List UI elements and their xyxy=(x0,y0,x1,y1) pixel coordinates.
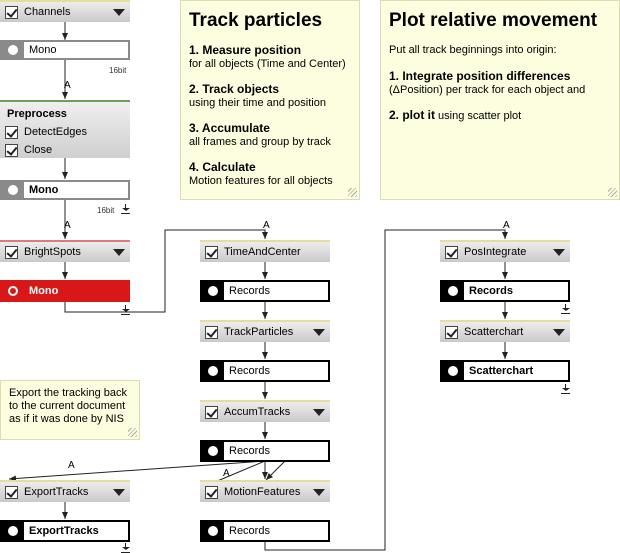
detect-edges-row[interactable] xyxy=(0,123,130,141)
chevron-down-icon[interactable] xyxy=(313,409,325,416)
timeandcenter-checkbox[interactable] xyxy=(205,246,218,259)
records-port-label: Records xyxy=(229,365,270,377)
mono-port-2[interactable] xyxy=(0,180,130,200)
a-label: A xyxy=(223,468,230,479)
note-intro: Put all track beginnings into origin: xyxy=(389,44,557,56)
trackparticles-node[interactable] xyxy=(200,320,330,342)
preprocess-title-row xyxy=(0,105,130,123)
records-port-2[interactable] xyxy=(200,360,330,382)
port-circle-icon xyxy=(2,42,24,58)
mono-port-1[interactable] xyxy=(0,40,130,60)
chevron-down-icon[interactable] xyxy=(313,489,325,496)
preprocess-title: Preprocess xyxy=(7,108,67,120)
brightspots-node[interactable] xyxy=(0,240,130,262)
records-port-3[interactable] xyxy=(200,440,330,462)
records-port-label: Records xyxy=(229,445,270,457)
mono-port-label: Mono xyxy=(29,44,57,56)
records-port-label: Records xyxy=(469,285,514,297)
accumtracks-checkbox[interactable] xyxy=(205,406,218,419)
note-step: 1. Measure position for all objects (Time and Center) xyxy=(189,43,346,70)
chevron-down-icon[interactable] xyxy=(313,329,325,336)
trackparticles-checkbox[interactable] xyxy=(205,326,218,339)
note-step: 3. Accumulate all frames and group by track xyxy=(189,121,331,148)
port-circle-icon xyxy=(2,282,24,300)
close-label: Close xyxy=(24,144,53,156)
exporttracks-node[interactable] xyxy=(0,480,130,502)
mono-port-label: Mono xyxy=(29,184,59,196)
a-label: A xyxy=(64,80,71,91)
bit-depth-label: 16bit xyxy=(97,206,115,215)
chevron-down-icon[interactable] xyxy=(113,9,125,16)
note-title: Track particles xyxy=(189,10,323,31)
brightspots-checkbox[interactable] xyxy=(5,246,18,259)
resize-grip-icon[interactable] xyxy=(608,188,617,197)
scatterchart-node[interactable] xyxy=(440,320,570,342)
timeandcenter-label: TimeAndCenter xyxy=(224,246,301,258)
mono-port-label: Mono xyxy=(29,285,59,297)
close-row[interactable] xyxy=(0,141,130,159)
chevron-down-icon[interactable] xyxy=(113,489,125,496)
port-circle-icon xyxy=(202,442,224,460)
scatterchart-port-label: Scatterchart xyxy=(469,365,534,377)
export-note xyxy=(0,380,140,440)
records-port-1[interactable] xyxy=(200,280,330,302)
exporttracks-port[interactable] xyxy=(0,520,130,542)
track-particles-note xyxy=(180,0,360,200)
plot-movement-note xyxy=(380,0,620,200)
motionfeatures-label: MotionFeatures xyxy=(224,486,301,498)
resize-grip-icon[interactable] xyxy=(348,188,357,197)
posintegrate-checkbox[interactable] xyxy=(445,246,458,259)
chevron-down-icon[interactable] xyxy=(553,329,565,336)
posintegrate-label: PosIntegrate xyxy=(464,246,527,258)
motionfeatures-node[interactable] xyxy=(200,480,330,502)
a-label: A xyxy=(64,220,71,231)
export-note-text: Export the tracking back to the current document as if it was done by NIS xyxy=(9,387,128,425)
mono-port-3[interactable] xyxy=(0,280,130,302)
bit-depth-label: 16bit xyxy=(109,66,127,75)
channels-checkbox[interactable] xyxy=(5,6,18,19)
a-label: A xyxy=(263,220,270,231)
records-port-label: Records xyxy=(229,525,270,537)
posintegrate-node[interactable] xyxy=(440,240,570,262)
scatterchart-checkbox[interactable] xyxy=(445,326,458,339)
brightspots-label: BrightSpots xyxy=(24,246,81,258)
port-circle-icon xyxy=(442,362,464,380)
a-label: A xyxy=(68,460,75,471)
exporttracks-checkbox[interactable] xyxy=(5,486,18,499)
scatterchart-label: Scatterchart xyxy=(464,326,524,338)
close-checkbox[interactable] xyxy=(5,144,18,157)
port-circle-icon xyxy=(202,282,224,300)
note-step: 2. plot it using scatter plot xyxy=(389,108,522,122)
note-step: 2. Track objects using their time and position xyxy=(189,82,326,109)
chevron-down-icon[interactable] xyxy=(553,249,565,256)
resize-grip-icon[interactable] xyxy=(128,428,137,437)
detect-edges-checkbox[interactable] xyxy=(5,126,18,139)
note-title: Plot relative movement xyxy=(389,10,598,31)
records-port-pos[interactable] xyxy=(440,280,570,302)
detect-edges-label: DetectEdges xyxy=(24,126,87,138)
accumtracks-node[interactable] xyxy=(200,400,330,422)
channels-label: Channels xyxy=(24,6,71,18)
exporttracks-port-label: ExportTracks xyxy=(29,525,99,537)
exporttracks-label: ExportTracks xyxy=(24,486,89,498)
channels-node[interactable] xyxy=(0,0,130,22)
records-port-label: Records xyxy=(229,285,270,297)
port-circle-icon xyxy=(442,282,464,300)
chevron-down-icon[interactable] xyxy=(113,249,125,256)
preprocess-node[interactable] xyxy=(0,100,130,158)
motionfeatures-checkbox[interactable] xyxy=(205,486,218,499)
download-icon[interactable] xyxy=(121,543,130,553)
port-circle-icon xyxy=(2,522,24,540)
note-step: 1. Integrate position differences (ΔPosition) per track for each object and xyxy=(389,69,586,96)
records-port-4[interactable] xyxy=(200,520,330,542)
a-label: A xyxy=(503,220,510,231)
timeandcenter-node[interactable] xyxy=(200,240,330,262)
port-circle-icon xyxy=(202,362,224,380)
scatterchart-port[interactable] xyxy=(440,360,570,382)
accumtracks-label: AccumTracks xyxy=(224,406,291,418)
note-step: 4. Calculate Motion features for all objects xyxy=(189,160,333,187)
port-circle-icon xyxy=(202,522,224,540)
download-icon[interactable] xyxy=(561,384,570,394)
download-icon[interactable] xyxy=(561,304,570,314)
port-circle-icon xyxy=(2,182,24,198)
download-icon[interactable] xyxy=(121,204,130,214)
trackparticles-label: TrackParticles xyxy=(224,326,294,338)
download-icon[interactable] xyxy=(121,305,130,315)
